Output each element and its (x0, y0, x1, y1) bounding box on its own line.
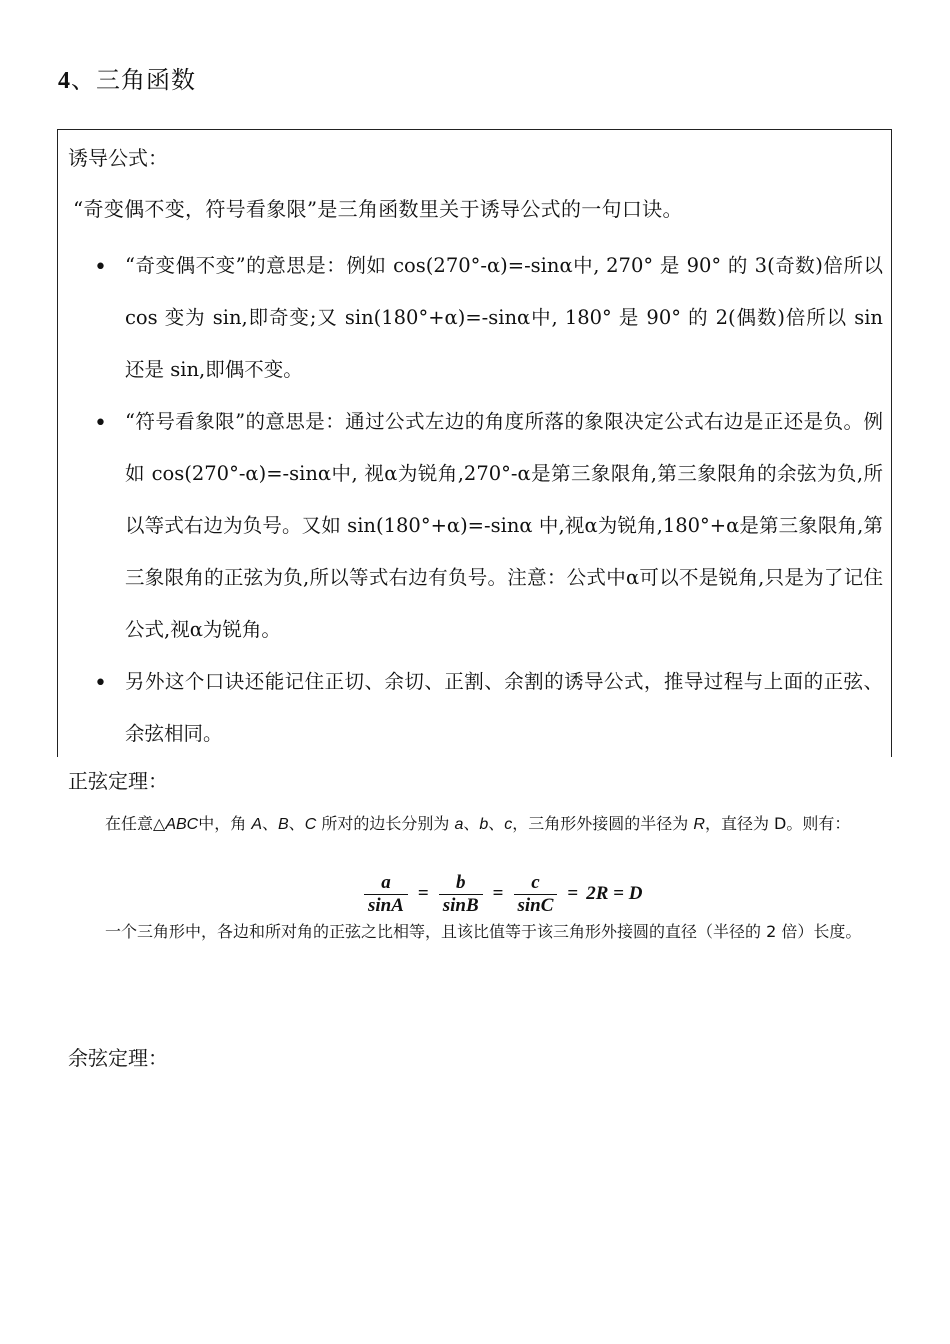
denominator: sinA (364, 894, 408, 917)
sine-law-heading: 正弦定理： (68, 769, 168, 793)
fraction-a (364, 872, 408, 917)
bullet-dot-icon: • (94, 671, 107, 696)
bullet-dot-icon: • (94, 411, 107, 436)
text-span: 所对的边长分别为 (316, 814, 455, 833)
induction-bullet-list (58, 240, 893, 760)
denominator: sinB (439, 894, 483, 917)
numerator: a (381, 871, 391, 893)
section-number: 4 (58, 68, 71, 94)
numerator: b (455, 871, 466, 893)
angle-b: B (278, 816, 289, 833)
radius-r: R (693, 816, 705, 833)
text-span: 、 (463, 814, 480, 833)
denominator: sinC (514, 894, 558, 917)
angle-c: C (304, 816, 317, 833)
induction-intro: “奇变偶不变，符号看象限”是三角函数里关于诱导公式的一句口诀。 (73, 197, 683, 221)
text-span: ，三角形外接圆的半径为 (512, 814, 694, 833)
side-a: a (454, 816, 464, 833)
side-b: b (479, 816, 489, 833)
side-c: c (504, 816, 513, 833)
formula-tail: 2R = D (586, 883, 643, 904)
bullet-item (58, 240, 893, 396)
bullet-text: “奇变偶不变”的意思是：例如 cos(270°-α)=-sinα中, 270° 是 90° 的 3(奇数)倍所以 cos 变为 sin,即奇变;又 sin(180°+α)=-sinα中, 180° 是 90° 的 2(偶数)倍所以 sin 还是 sin,即偶不变。 (125, 254, 883, 381)
bullet-dot-icon: • (94, 255, 107, 280)
angle-a: A (251, 816, 262, 833)
numerator: c (531, 871, 540, 893)
fraction-b (439, 872, 483, 917)
bullet-item (58, 656, 893, 760)
equals-sign: = (567, 883, 579, 904)
text-span: 、 (261, 814, 278, 833)
cosine-law-heading: 余弦定理： (68, 1046, 168, 1070)
sine-law-paragraph (68, 810, 868, 839)
equals-sign: = (492, 883, 504, 904)
text-span: 中，角 (198, 814, 252, 833)
equals-sign: = (417, 883, 429, 904)
text-span: 在任意△ (105, 814, 166, 833)
induction-heading: 诱导公式： (68, 146, 168, 170)
bullet-text: 另外这个口诀还能记住正切、余切、正割、余割的诱导公式，推导过程与上面的正弦、余弦相同。 (125, 670, 883, 745)
section-title-text: 、三角函数 (71, 66, 196, 94)
triangle-label: ABC (165, 816, 199, 833)
section-title (58, 60, 196, 95)
sine-law-explanation: 一个三角形中，各边和所对角的正弦之比相等，且该比值等于该三角形外接圆的直径（半径的 2 倍）长度。 (105, 922, 862, 941)
bullet-item (58, 396, 893, 656)
induction-formula-box (57, 129, 892, 757)
text-span: 、 (288, 814, 305, 833)
fraction-c (514, 872, 558, 917)
sine-law-formula (360, 866, 642, 922)
bullet-text: “符号看象限”的意思是：通过公式左边的角度所落的象限决定公式右边是正还是负。例如 cos(270°-α)=-sinα中, 视α为锐角,270°-α是第三象限角,第三象限角的余弦为负,所以等式右边为负号。又如 sin(180°+α)=-sinα 中,视α为锐角,180°+α是第三象限角,第三象限角的正弦为负,所以等式右边有负号。注意：公式中α可以不是锐角,只是为了记住公式,视α为锐角。 (125, 410, 883, 641)
text-span: ，直径为 D。则有： (704, 814, 851, 833)
text-span: 、 (488, 814, 505, 833)
